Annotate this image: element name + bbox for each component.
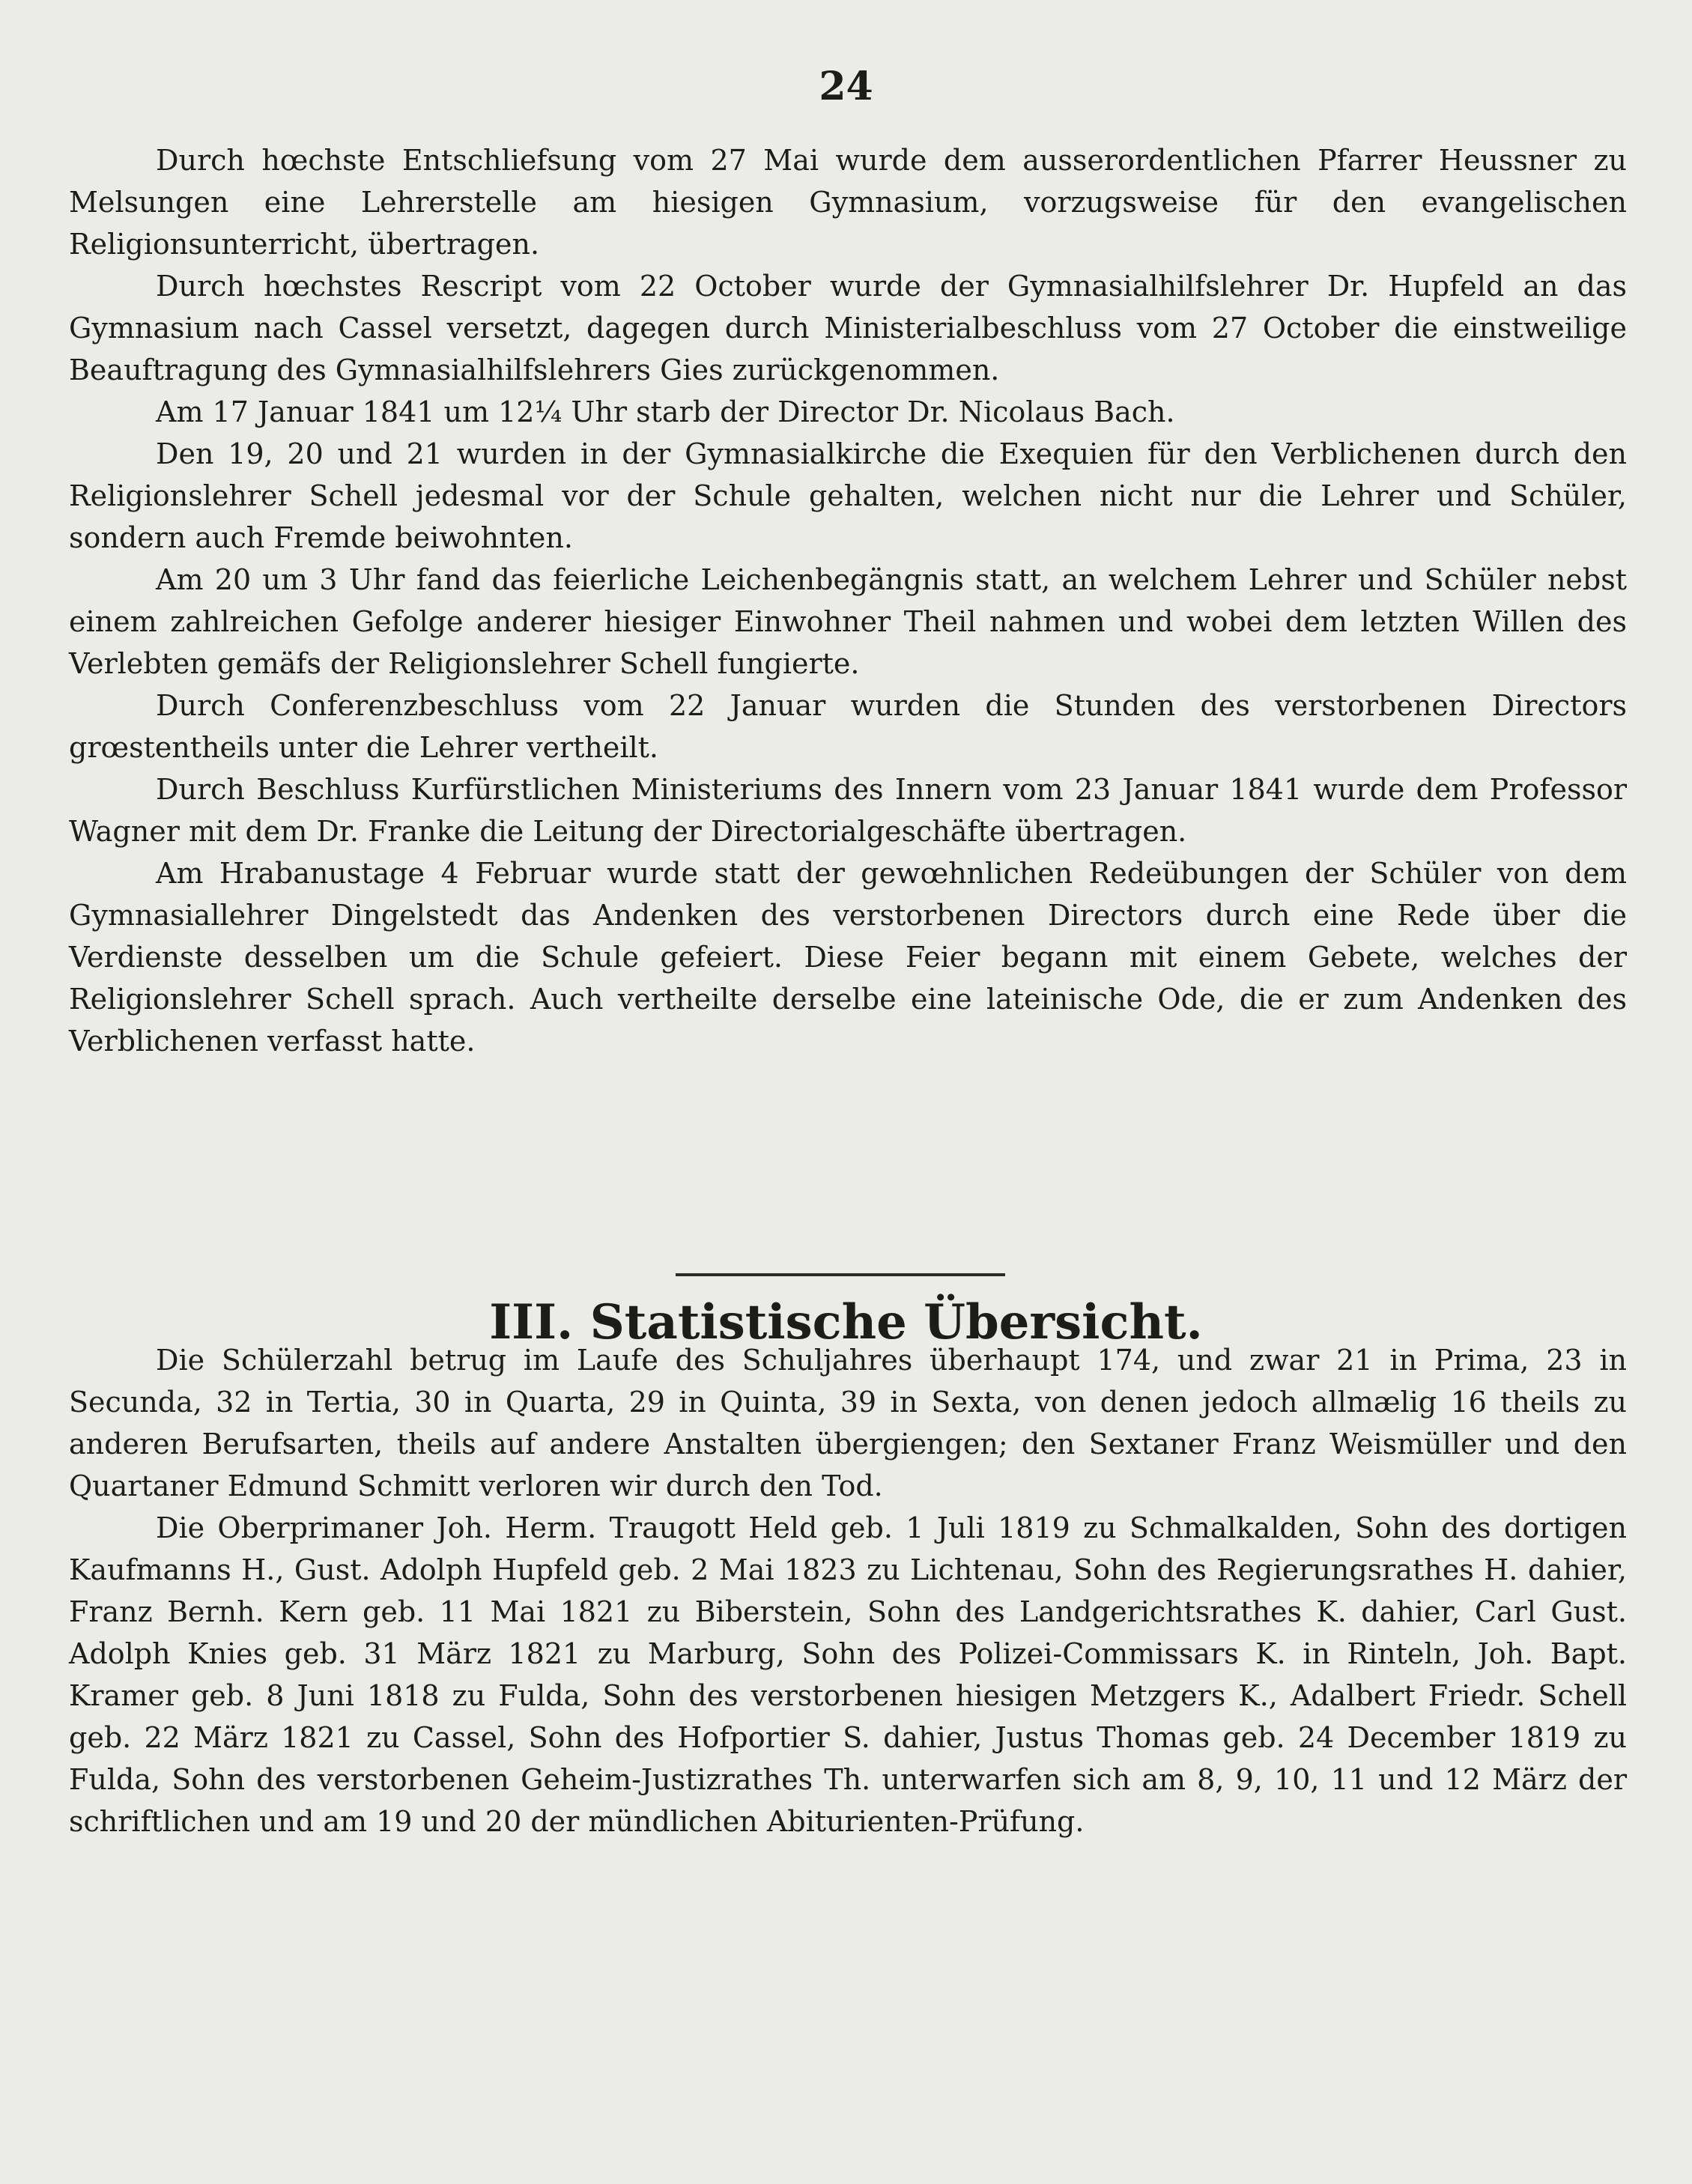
- paragraph-funeral: Am 20 um 3 Uhr fand das feierliche Leichenbegängnis statt, an welchem Lehrer und Schüler nebst einem zahlreichen Gefolge anderer hiesiger Einwohner Theil nahmen und wobei dem letzten Willen des Verlebten gemäfs der Religionslehrer Schell fungierte.: [69, 563, 1627, 680]
- paragraph-conference-decision: Durch Conferenzbeschluss vom 22 Januar wurden die Stunden des verstorbenen Directors grœstentheils unter die Lehrer vertheilt.: [69, 689, 1627, 764]
- page-number: 24: [819, 64, 873, 109]
- paragraph-ministry-decision: Durch Beschluss Kurfürstlichen Ministeriums des Innern vom 23 Januar 1841 wurde dem Professor Wagner mit dem Dr. Franke die Leitung der Directorialgeschäfte übertragen.: [69, 773, 1627, 848]
- paragraph-hrabanus-day: Am Hrabanustage 4 Februar wurde statt der gewœhnlichen Redeübungen der Schüler von dem Gymnasiallehrer Dingelstedt das Andenken des verstorbenen Directors durch eine Rede über die Verdienste desselben um die Schule gefeiert. Diese Feier begann mit einem Gebete, welches der Religionslehrer Schell sprach. Auch vertheilte derselbe eine lateinische Ode, die er zum Andenken des Verblichenen verfasst hatte.: [69, 857, 1627, 1058]
- section-numeral: III.: [489, 1294, 574, 1350]
- paragraph-exequien: Den 19, 20 und 21 wurden in der Gymnasialkirche die Exequien für den Verblichenen durch den Religionslehrer Schell jedesmal vor der Schule gehalten, welchen nicht nur die Lehrer und Schüler, sondern auch Fremde beiwohnten.: [69, 437, 1627, 554]
- section-divider: [676, 1273, 1005, 1276]
- paragraph-heussner-appointment: Durch hœchste Entschliefsung vom 27 Mai wurde dem ausserordentlichen Pfarrer Heussner zu Melsungen eine Lehrerstelle am hiesigen Gymnasium, vorzugsweise für den evangelischen Religionsunterricht, übertragen.: [69, 144, 1627, 261]
- paragraph-abiturienten: Die Oberprimaner Joh. Herm. Traugott Held geb. 1 Juli 1819 zu Schmalkalden, Sohn des dortigen Kaufmanns H., Gust. Adolph Hupfeld geb. 2 Mai 1823 zu Lichtenau, Sohn des Regierungsrathes H. dahier, Franz Bernh. Kern geb. 11 Mai 1821 zu Biberstein, Sohn des Landgerichtsrathes K. dahier, Carl Gust. Adolph Knies geb. 31 März 1821 zu Marburg, Sohn des Polizei-Commissars K. in Rinteln, Joh. Bapt. Kramer geb. 8 Juni 1818 zu Fulda, Sohn des verstorbenen hiesigen Metzgers K., Adalbert Friedr. Schell geb. 22 März 1821 zu Cassel, Sohn des Hofportier S. dahier, Justus Thomas geb. 24 December 1819 zu Fulda, Sohn des verstorbenen Geheim-Justizrathes Th. unterwarfen sich am 8, 9, 10, 11 und 12 März der schriftlichen und am 19 und 20 der mündlichen Abiturienten-Prüfung.: [69, 1511, 1627, 1838]
- statistics-text: [69, 1339, 1627, 1842]
- paragraph-student-count: Die Schülerzahl betrug im Laufe des Schuljahres überhaupt 174, und zwar 21 in Prima, 23 in Secunda, 32 in Tertia, 30 in Quarta, 29 in Quinta, 39 in Sexta, von denen jedoch allmælig 16 theils zu anderen Berufsarten, theils auf andere Anstalten übergiengen; den Sextaner Franz Weismüller und den Quartaner Edmund Schmitt verloren wir durch den Tod.: [69, 1344, 1627, 1502]
- chronicle-text: [69, 139, 1627, 1062]
- paragraph-hupfeld-transfer: Durch hœchstes Rescript vom 22 October wurde der Gymnasialhilfslehrer Dr. Hupfeld an das Gymnasium nach Cassel versetzt, dagegen durch Ministerialbeschluss vom 27 October die einstweilige Beauftragung des Gymnasialhilfslehrers Gies zurückgenommen.: [69, 270, 1627, 386]
- section-title: Statistische Übersicht.: [589, 1294, 1203, 1350]
- paragraph-director-death: Am 17 Januar 1841 um 12¼ Uhr starb der Director Dr. Nicolaus Bach.: [156, 395, 1175, 428]
